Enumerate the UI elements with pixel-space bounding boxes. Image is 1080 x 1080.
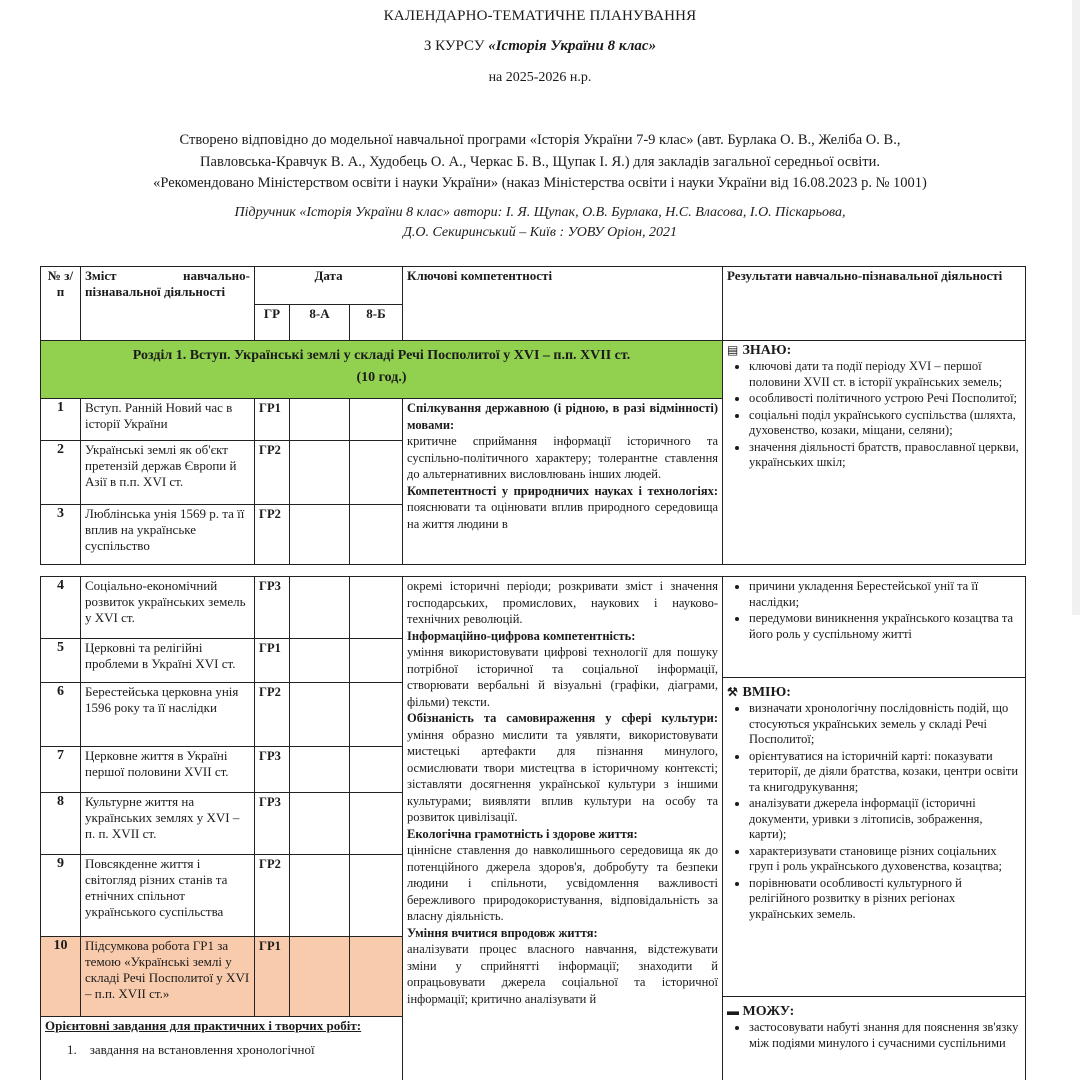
able-heading [727,1003,1021,1020]
results-cell-p2 [723,577,1026,1080]
lesson-gr: ГР1 [255,937,290,1017]
comp-heading: Екологічна грамотність і здорове життя: [407,826,638,841]
lesson-num: 9 [41,855,81,937]
date-8b [350,937,403,1017]
date-8a [290,577,350,639]
course-line [0,38,1080,55]
lesson-gr: ГР1 [255,399,290,441]
comp-text: пояснювати та оцінювати вплив природного середовища на життя людини в [407,500,719,531]
textbook-info [100,203,980,243]
comp-heading: Інформаційно-цифрова компетентність: [407,628,636,643]
able-list [727,1020,1021,1051]
can-item: • орієнтуватися на історичній карті: показувати території, де діяли братства, козаки, центри освіти та книгодрукування; [749,749,1021,796]
competences-cell-p2 [403,577,723,1080]
lesson-num: 3 [41,505,81,565]
tasks-item-text: завдання на встановлення хронологічної [89,1042,315,1057]
can-list [727,701,1021,922]
lesson-gr: ГР3 [255,577,290,639]
lesson-gr: ГР1 [255,639,290,683]
lesson-topic: Культурне життя на українських землях у XVI – п. п. XVII ст. [81,793,255,855]
date-8a [290,505,350,565]
intro-line-2: Павловська-Кравчук В. А., Худобець О. А., Черкас Б. В., Щупак І. Я.) для закладів загальної середньої освіти. [200,153,880,170]
comp-text: ціннісне ставлення до навколишнього середовища як до потенційного джерела здоров'я, добробуту та безпеки людини і спільноти, усвідомлення важливості бережливого природокористування, відповідальність за власну діяльність. [407,843,718,923]
can-item: • порівнювати особливості культурного й релігійного розвитку в різних регіонах українських земель. [749,876,1021,923]
comp-text: окремі історичні періоди; розкривати зміст і значення господарських, промислових, наукових і науково-технічних революцій. [407,579,718,626]
date-8a [290,639,350,683]
col-header-competences: Ключові компетентності [403,267,723,341]
comp-heading: Уміння вчитися впродовж життя: [407,925,598,940]
know-item: • причини укладення Берестейської унії та її наслідки; [749,579,1021,610]
date-8a [290,683,350,747]
col-header-content: Зміст навчально-пізнавальної діяльності [81,267,255,341]
date-8a [290,399,350,441]
know-list [727,359,1021,471]
school-year: на 2025-2026 н.р. [488,70,592,85]
comp-heading: Спілкування державною (і рідною, в разі відмінності) мовами: [407,401,719,432]
know-item: • ключові дати та події періоду XVI – першої половини XVII ст. в історії українських земель; [749,359,1021,390]
col-header-gr: ГР [255,305,290,341]
lesson-gr: ГР2 [255,683,290,747]
lesson-topic: Соціально-економічний розвиток українських земель у XVI ст. [81,577,255,639]
comp-text: аналізувати процес власного навчання, відстежувати зміни у сприйнятті інформації; знаходити й опрацьовувати джерела соціальної та історичної інформації; критично аналізувати й [407,942,718,1006]
lesson-num: 8 [41,793,81,855]
lesson-gr: ГР2 [255,855,290,937]
lesson-gr: ГР3 [255,747,290,793]
can-title: ВМІЮ: [742,685,791,700]
lesson-num: 4 [41,577,81,639]
comp-text: критичне сприймання інформації історичного та суспільно-політичного характеру; толерантне ставлення до альтернативних висловлювань інших людей. [407,434,719,481]
date-8b [350,639,403,683]
lesson-topic: Церковне життя в Україні першої половини XVII ст. [81,747,255,793]
planning-table [40,266,1026,565]
lesson-num: 7 [41,747,81,793]
lesson-topic: Українські землі як об'єкт претензій держав Європи й Азії в п.п. XVI ст. [81,441,255,505]
able-title: МОЖУ: [742,1004,795,1019]
lesson-num: 5 [41,639,81,683]
date-8b [350,577,403,639]
date-8b [350,793,403,855]
lesson-gr: ГР3 [255,793,290,855]
col-header-8b: 8-Б [350,305,403,341]
section-title: Розділ 1. Вступ. Українські землі у складі Речі Посполитої у XVI – п.п. XVII ст. [132,348,631,363]
date-8a [290,937,350,1017]
date-8b [350,855,403,937]
can-item: • визначати хронологічну послідовність подій, що стосуються українських земель у складі Речі Посполитої; [749,701,1021,748]
lesson-topic: Підсумкова робота ГР1 за темою «Українські землі у складі Речі Посполитої у XVI – п.п. XVII ст.» [81,937,255,1017]
know-heading [727,342,1021,359]
lesson-gr: ГР2 [255,441,290,505]
date-8a [290,747,350,793]
date-8b [350,683,403,747]
date-8a [290,441,350,505]
lesson-num: 2 [41,441,81,505]
tasks-item: 1. завдання на встановлення хронологічної [67,1042,315,1057]
date-8b [350,441,403,505]
program-intro [60,130,1020,195]
comp-text: уміння образно мислити та уявляти, використовувати мистецькі артефакти для пізнання минулого, осмислювати твори мистецтва в історичному контексті; зіставляти досягнення української культури з іншими культурами; виявляти вплив культури на особу та розвиток цивілізації. [407,727,718,824]
know-item: • соціальні поділ українського суспільства (шляхта, духовенство, козаки, міщани, селяни); [749,408,1021,439]
date-8b [350,399,403,441]
know-title: ЗНАЮ: [742,343,792,358]
lesson-topic: Церковні та релігійні проблеми в Україні XVI ст. [81,639,255,683]
lesson-num: 1 [41,399,81,441]
intro-line-1: Створено відповідно до модельної навчальної програми «Історія України 7-9 клас» (авт. Бурлака О. В., Желіба О. В., [179,132,901,148]
tasks-title: Орієнтовні завдання для практичних і творчих робіт: [45,1018,362,1033]
able-item: • застосовувати набуті знання для пояснення зв'язку між подіями минулого і сучасними суспільними [749,1020,1021,1051]
textbook-line-2: Д.О. Секиринський – Київ : УОВУ Оріон, 2021 [402,225,678,240]
date-8b [350,747,403,793]
section-hours: (10 год.) [356,370,407,385]
col-header-date: Дата [255,267,403,305]
date-8a [290,855,350,937]
comp-text: уміння використовувати цифрові технології для пошуку потрібної історичної та соціальної інформації, створювати вербальні й візуальні (графіки, діаграми, фільми) тексти. [407,645,718,709]
comp-heading: Обізнаність та самовираження у сфері культури: [407,711,718,725]
course-prefix: З КУРСУ [423,38,489,54]
tasks-cell [41,1017,403,1080]
tools-icon: ⚒ [727,685,738,699]
col-header-results: Результати навчально-пізнавальної діяльності [723,267,1026,341]
lesson-num: 10 [41,937,81,1017]
intro-line-3: «Рекомендовано Міністерством освіти і науки України» (наказ Міністерства освіти і науки України від 16.08.2023 р. № 1001) [153,175,927,191]
know-item: • передумови виникнення українського козацтва та його роль у суспільному житті [749,611,1021,642]
can-item: • характеризувати становище різних соціальних груп і роль українського духовенства, козацтва; [749,844,1021,875]
lesson-topic: Повсякденне життя і світогляд різних станів та етнічних спільнот українського суспільства [81,855,255,937]
date-8b [350,505,403,565]
textbook-line-1: Підручник «Історія України 8 клас» автори: І. Я. Щупак, О.В. Бурлака, Н.С. Власова, І.О. Піскарьова, [234,205,846,220]
document-title: КАЛЕНДАРНО-ТЕМАТИЧНЕ ПЛАНУВАННЯ [383,8,697,24]
results-cell-p1 [723,341,1026,565]
table-part-1 [0,266,1080,566]
table-part-2 [0,576,1080,1080]
course-name: «Історія України 8 клас» [488,38,657,54]
can-item: • аналізувати джерела інформації (історичні документи, уривки з літописів, зображення, карти); [749,796,1021,843]
col-header-8a: 8-А [290,305,350,341]
know-list-continued [727,579,1021,642]
can-heading [727,684,1021,701]
lesson-topic: Вступ. Ранній Новий час в історії України [81,399,255,441]
section-title-cell [41,341,723,399]
date-8a [290,793,350,855]
know-item: • особливості політичного устрою Речі Посполитої; [749,391,1021,407]
comp-heading: Компетентності у природничих науках і технологіях: [407,483,719,498]
lesson-num: 6 [41,683,81,747]
page-edge-shadow [1072,0,1080,615]
lesson-topic: Берестейська церковна унія 1596 року та її наслідки [81,683,255,747]
competences-cell-p1 [403,399,723,565]
lesson-topic: Люблінська унія 1569 р. та її вплив на українське суспільство [81,505,255,565]
lesson-gr: ГР2 [255,505,290,565]
book-icon: ▤ [727,343,739,357]
know-item: • значення діяльності братств, православної церкви, українських шкіл; [749,440,1021,471]
col-header-num: № з/п [41,267,81,341]
planning-table-continued [40,576,1026,1080]
dash-icon: ▬ [727,1004,739,1018]
